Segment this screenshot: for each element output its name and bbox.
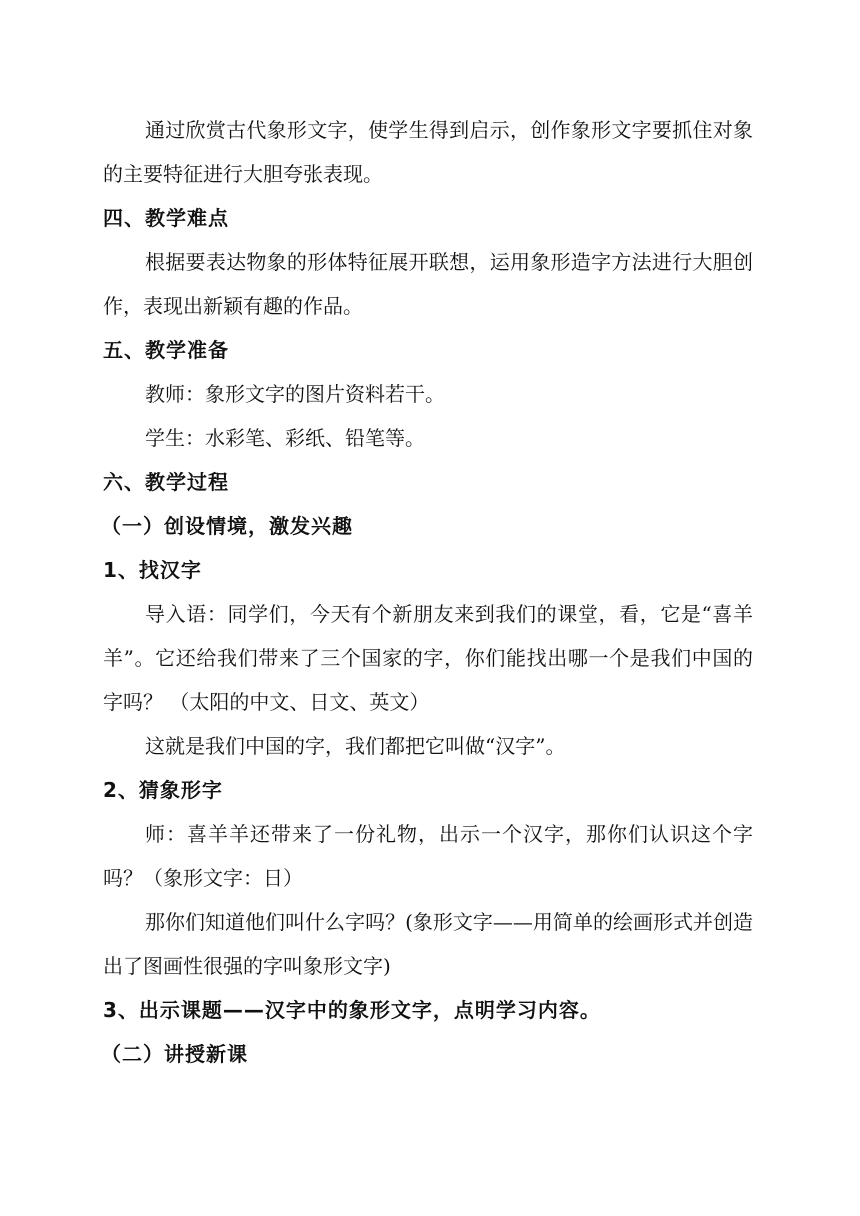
heading-teaching-process: 六、教学过程 — [103, 470, 229, 494]
paragraph-teacher-prep: 教师：象形文字的图片资料若干。 — [145, 382, 445, 406]
paragraph-hanzi-name: 这就是我们中国的字，我们都把它叫做“汉字”。 — [145, 734, 566, 758]
paragraph-pictograph-definition: 那你们知道他们叫什么字吗？(象形文字——用简单的绘画形式并创造出了图画性很强的字叫象形文字) — [103, 910, 753, 978]
paragraph-key-points: 通过欣赏古代象形文字，使学生得到启示，创作象形文字要抓住对象的主要特征进行大胆夸张表现。 — [103, 118, 753, 186]
heading-teaching-difficulties: 四、教学难点 — [103, 206, 229, 230]
paragraph-difficulties: 根据要表达物象的形体特征展开联想，运用象形造字方法进行大胆创作，表现出新颖有趣的作品。 — [103, 250, 753, 318]
heading-show-topic: 3、出示课题——汉字中的象形文字，点明学习内容。 — [103, 998, 601, 1022]
document-body — [103, 108, 753, 1076]
heading-find-hanzi: 1、找汉字 — [103, 558, 202, 582]
heading-section-two: （二）讲授新课 — [101, 1042, 248, 1066]
heading-guess-pictograph: 2、猜象形字 — [103, 778, 223, 802]
paragraph-student-prep: 学生：水彩笔、彩纸、铅笔等。 — [145, 426, 425, 450]
heading-section-one: （一）创设情境，激发兴趣 — [101, 514, 353, 538]
paragraph-teacher-gift: 师：喜羊羊还带来了一份礼物，出示一个汉字，那你们认识这个字吗？（象形文字：日） — [103, 822, 753, 890]
heading-teaching-preparation: 五、教学准备 — [103, 338, 229, 362]
paragraph-intro-speech: 导入语：同学们，今天有个新朋友来到我们的课堂，看，它是“喜羊羊”。它还给我们带来了三个国家的字，你们能找出哪一个是我们中国的字吗？ （太阳的中文、日文、英文） — [103, 602, 753, 714]
